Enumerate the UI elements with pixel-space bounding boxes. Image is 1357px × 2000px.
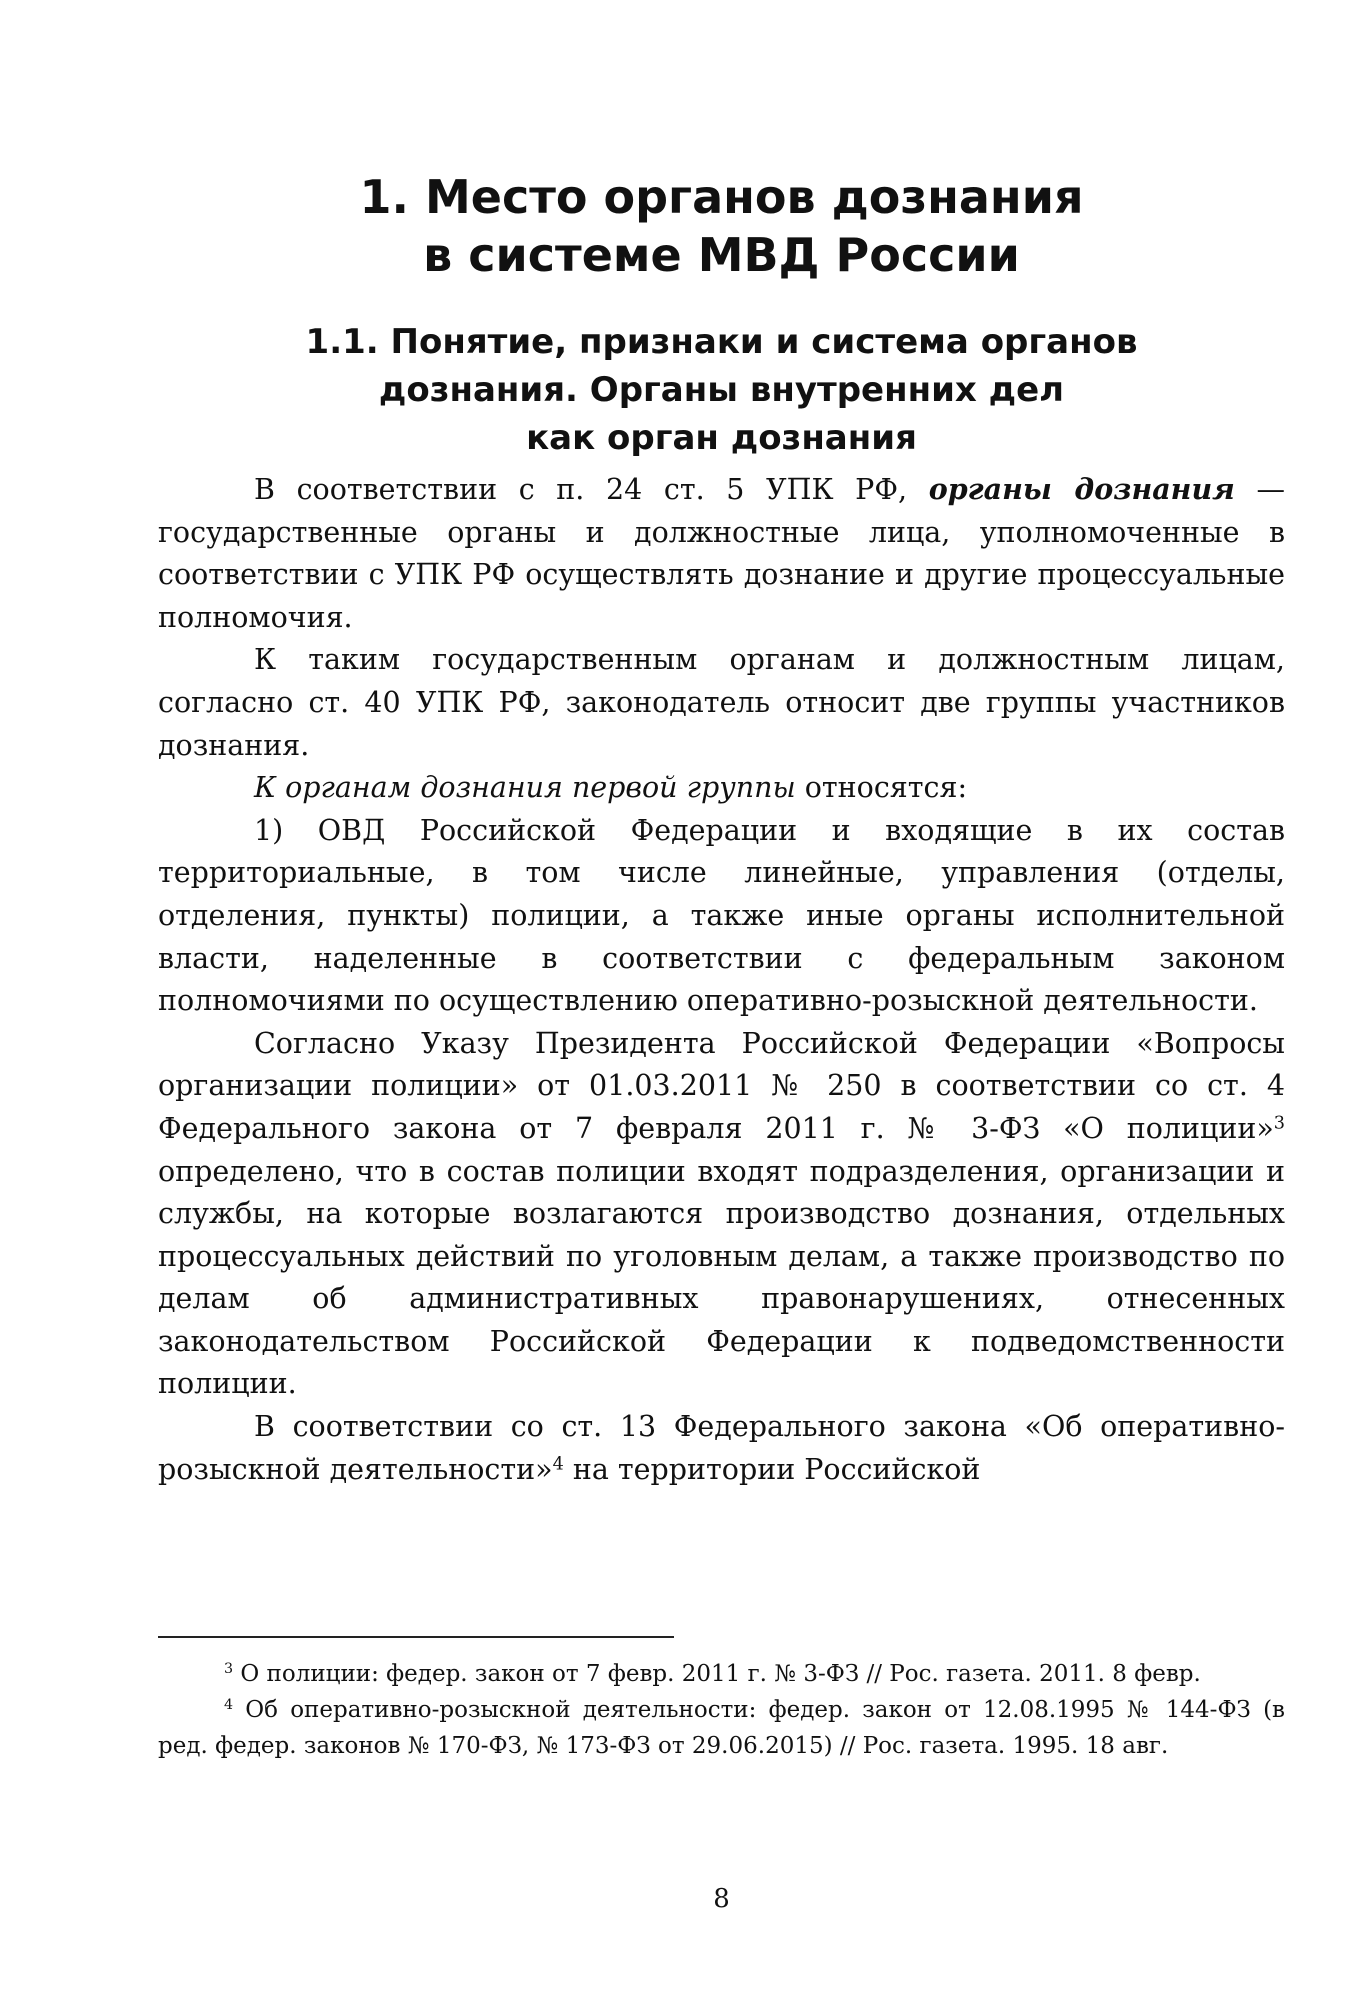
page-number: 8 — [713, 1884, 730, 1914]
book-page — [158, 0, 1285, 2000]
chapter-title-line-1: 1. Место органов дознания — [359, 170, 1084, 224]
paragraph-first-group — [158, 767, 1285, 810]
paragraph-ord — [158, 1406, 1285, 1491]
paragraph-decree-intro: Согласно Указу Президента Российской Федерации «Вопросы организации полиции» от 01.03.2011 № 250 в соответствии со ст. 4 Федерального закона от 7 февраля 2011 г. № 3-ФЗ «О полиции» — [158, 1026, 1285, 1145]
body-text — [158, 468, 1285, 1491]
paragraph-decree-rest: определено, что в состав полиции входят подразделения, организации и службы, на которые возлагаются производство дознания, отдельных процессуальных действий по уголовным делам, а также производство по делам об административных правонарушениях, отнесенных законодательством Российской Федерации к подведомственности полиции. — [158, 1154, 1285, 1401]
paragraph-definition-intro: В соответствии с п. 24 ст. 5 УПК РФ, — [254, 473, 929, 506]
paragraph-ord-intro: В соответствии со ст. 13 Федерального закона «Об оперативно-розыскной деятельности» — [158, 1410, 1285, 1486]
section-title — [158, 318, 1285, 462]
section-title-line-1: 1.1. Понятие, признаки и система органов — [305, 322, 1138, 362]
paragraph-item-1: 1) ОВД Российской Федерации и входящие в их состав территориальные, в том числе линейные, управления (отделы, отделения, пункты) полиции, а также иные органы исполнительной власти, наделенные в соответствии с федеральным законом полномочиями по осуществлению оперативно-розыскной деятельности. — [158, 813, 1285, 1018]
first-group-rest: относятся: — [795, 771, 968, 805]
footnote-3-text: О полиции: федер. закон от 7 февр. 2011 г. № 3-ФЗ // Рос. газета. 2011. 8 февр. — [233, 1661, 1201, 1687]
first-group-heading: К органам дознания первой группы — [254, 771, 796, 805]
paragraph-ord-rest: на территории Российской — [563, 1452, 981, 1486]
footnote-3-mark: 3 — [224, 1661, 234, 1678]
section-title-line-2: дознания. Органы внутренних дел — [378, 370, 1065, 410]
footnote-4-mark: 4 — [224, 1697, 234, 1714]
footnote-divider — [158, 1636, 674, 1638]
paragraph-definition — [158, 468, 1285, 639]
paragraph-decree — [158, 1023, 1285, 1406]
footnote-ref-3[interactable]: 3 — [1273, 1113, 1285, 1134]
paragraph-definition-rest: — государственные органы и должностные лица, уполномоченные в соответствии с УПК РФ осуществлять дознание и другие процессуальные полномочия. — [158, 473, 1286, 634]
chapter-title-line-2: в системе МВД России — [423, 228, 1020, 282]
footnote-4 — [158, 1692, 1285, 1764]
chapter-title — [158, 168, 1285, 284]
footnote-3 — [158, 1656, 1285, 1692]
section-title-line-3: как орган дознания — [526, 418, 917, 458]
footnotes — [158, 1656, 1285, 1764]
footnote-4-text: Об оперативно-розыскной деятельности: федер. закон от 12.08.1995 № 144-ФЗ (в ред. федер. законов № 170-ФЗ, № 173-ФЗ от 29.06.2015) // Рос. газета. 1995. 18 авг. — [158, 1697, 1285, 1759]
defined-term: органы дознания — [928, 472, 1235, 506]
paragraph-groups: К таким государственным органам и должностным лицам, согласно ст. 40 УПК РФ, законодатель относит две группы участников дознания. — [158, 643, 1285, 762]
footnote-ref-4[interactable]: 4 — [552, 1453, 564, 1474]
